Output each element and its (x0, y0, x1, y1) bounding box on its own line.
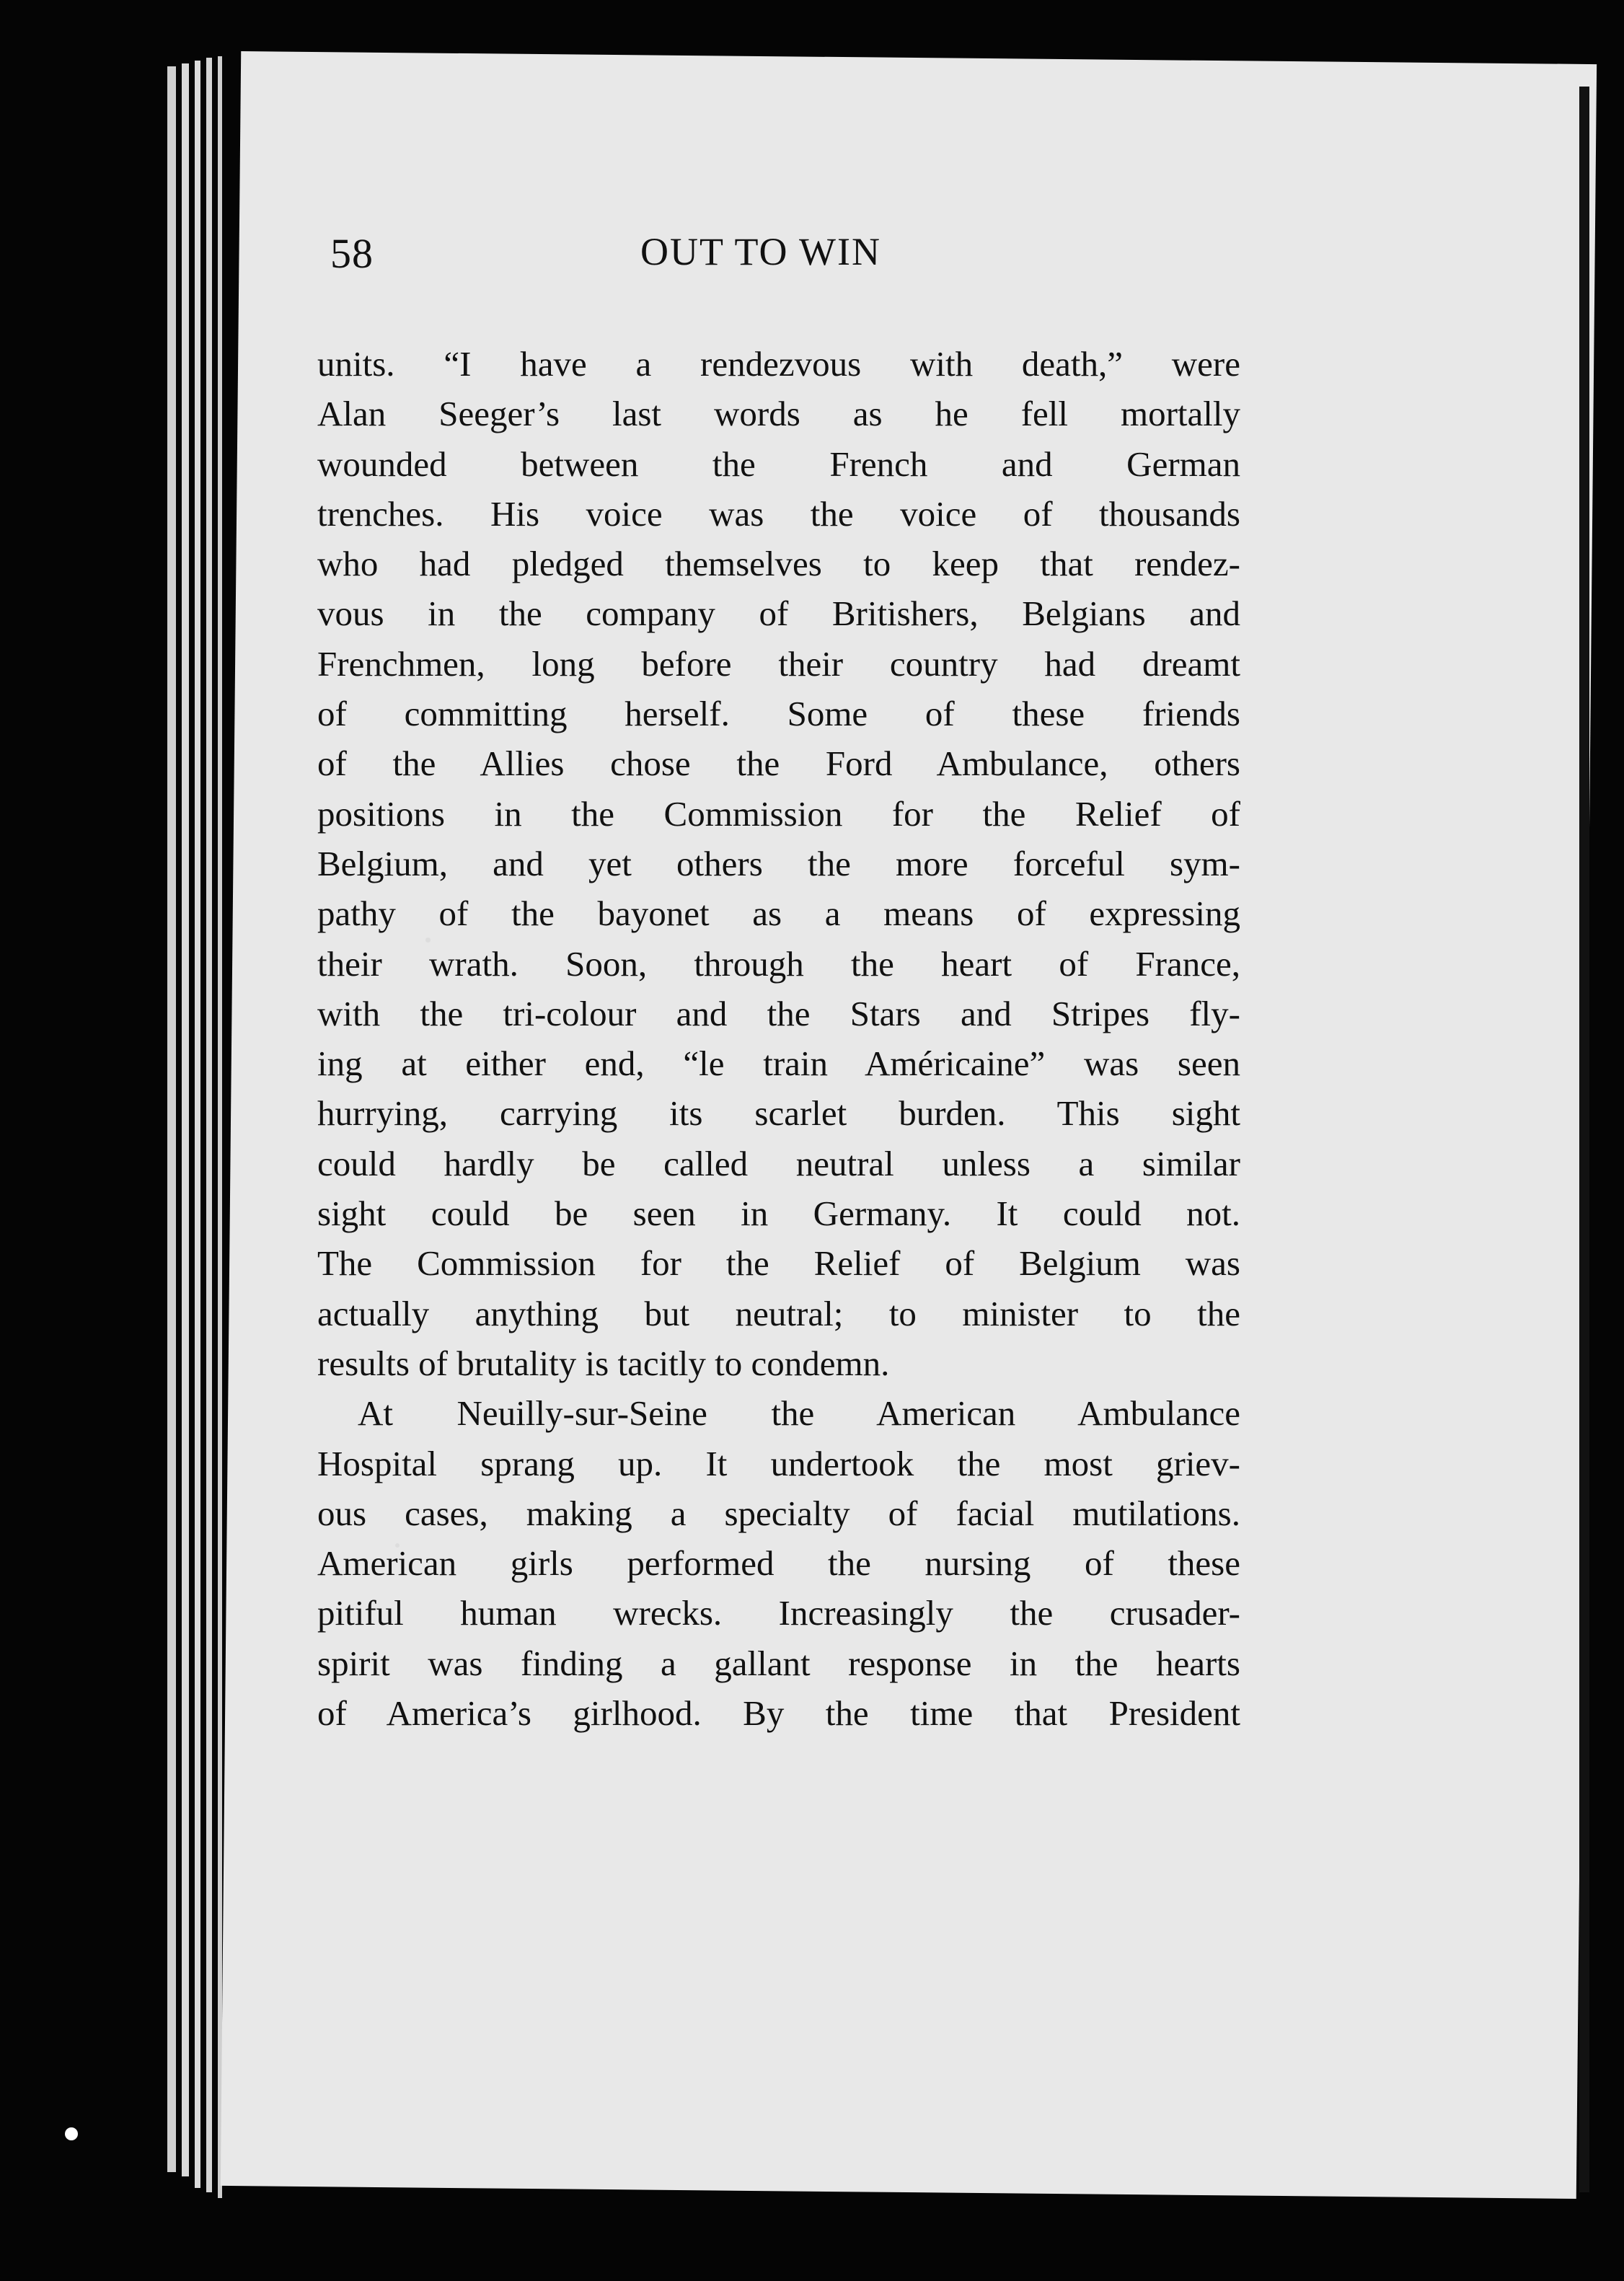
text-line: pitiful human wrecks. Increasingly the crusader- (317, 1593, 1240, 1633)
text-line: Belgium, and yet others the more forceful sym- (317, 843, 1240, 883)
text-line: hurrying, carrying its scarlet burden. This sight (317, 1093, 1240, 1134)
text-line: could hardly be called neutral unless a similar (317, 1143, 1240, 1183)
page-edge (206, 58, 212, 2192)
text-line: vous in the company of Britishers, Belgians and (317, 594, 1240, 634)
text-line: trenches. His voice was the voice of thousands (317, 493, 1240, 534)
text-line: units. “I have a rendezvous with death,” were (317, 344, 1240, 384)
text-line: At Neuilly-sur-Seine the American Ambulance (358, 1393, 1240, 1434)
text-line: results of brutality is tacitly to condemn. (317, 1343, 890, 1383)
text-line: spirit was finding a gallant response in the hearts (317, 1643, 1240, 1683)
text-line: of the Allies chose the Ford Ambulance, others (317, 744, 1240, 784)
page-right-edge (1579, 87, 1589, 2192)
text-line: their wrath. Soon, through the heart of France, (317, 943, 1240, 984)
text-line: ous cases, making a specialty of facial mutilations. (317, 1493, 1240, 1533)
text-line: positions in the Commission for the Relief of (317, 793, 1240, 834)
page-header (330, 229, 1181, 316)
text-line: Alan Seeger’s last words as he fell mortally (317, 394, 1240, 434)
text-line: actually anything but neutral; to minister to the (317, 1293, 1240, 1333)
text-line: who had pledged themselves to keep that rendez- (317, 544, 1240, 584)
page-edge (218, 56, 222, 2198)
running-head: OUT TO WIN (640, 230, 882, 273)
page-edge (195, 61, 200, 2188)
text-line: of America’s girlhood. By the time that President (317, 1693, 1240, 1734)
text-line: Frenchmen, long before their country had dreamt (317, 643, 1240, 684)
page-number: 58 (330, 230, 374, 277)
text-line: wounded between the French and German (317, 444, 1240, 484)
text-line: The Commission for the Relief of Belgium was (317, 1243, 1240, 1284)
text-line: American girls performed the nursing of these (317, 1543, 1240, 1584)
text-line: Hospital sprang up. It undertook the most griev- (317, 1443, 1240, 1483)
text-line: ing at either end, “le train Américaine” was seen (317, 1044, 1240, 1084)
page-edge (182, 63, 189, 2176)
text-line: with the tri-colour and the Stars and Stripes fly- (317, 993, 1240, 1033)
paragraph (317, 339, 1240, 1388)
text-line: pathy of the bayonet as a means of expressing (317, 894, 1240, 934)
text-line: of committing herself. Some of these friends (317, 694, 1240, 734)
paragraph (317, 1388, 1240, 1738)
page-edge (167, 66, 176, 2172)
dust-speck (65, 2127, 78, 2140)
body-text (317, 339, 1240, 1738)
text-line: sight could be seen in Germany. It could not. (317, 1194, 1240, 1234)
